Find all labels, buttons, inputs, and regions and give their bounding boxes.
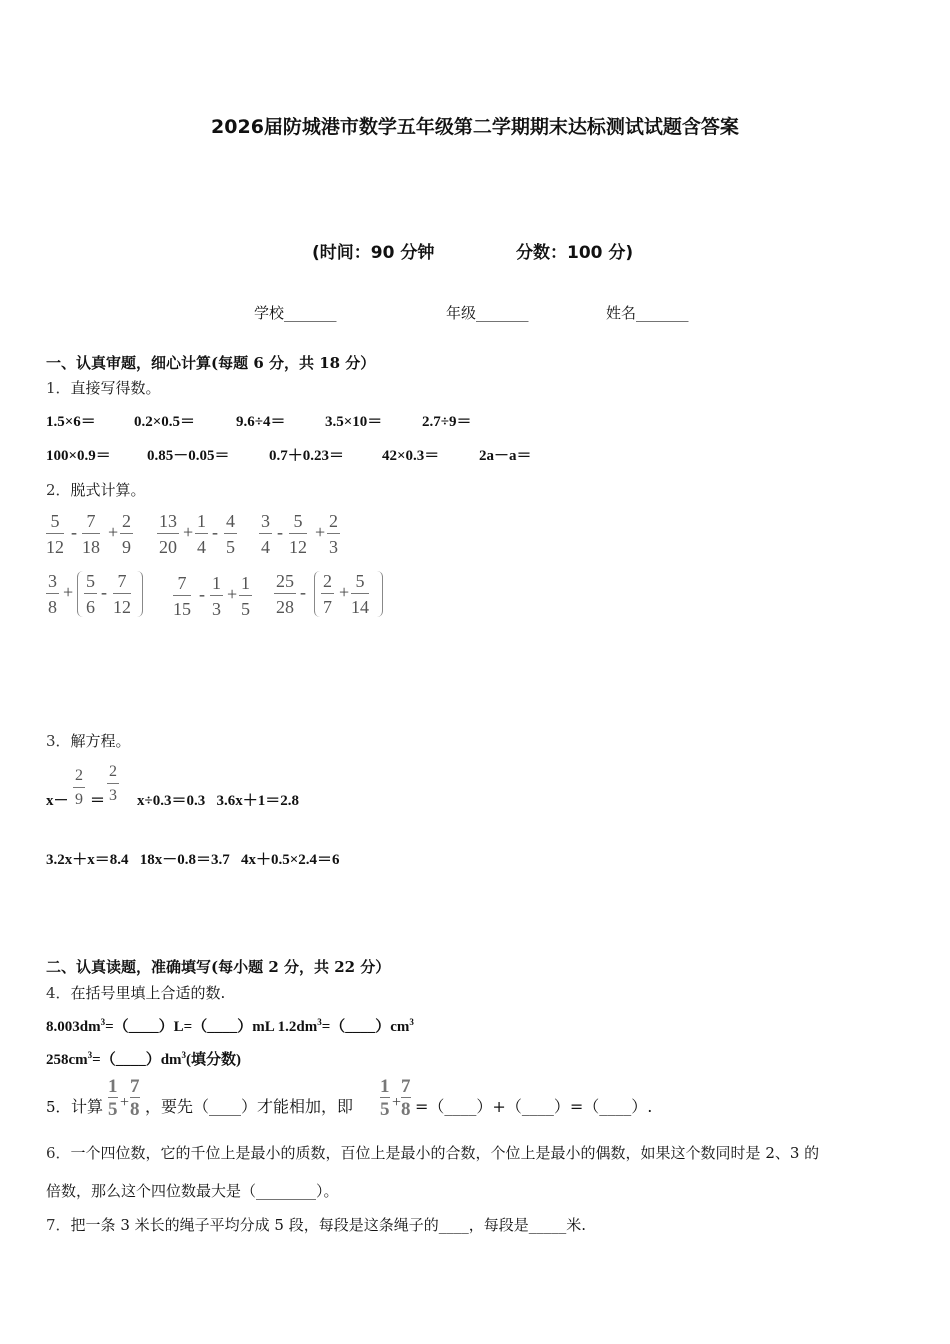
denominator: 12 [46, 537, 64, 557]
denominator: 12 [289, 537, 307, 557]
numerator: 13 [157, 512, 179, 534]
plus-sign: + [120, 1094, 130, 1111]
denominator: 8 [401, 1099, 411, 1120]
plus-sign: + [339, 582, 350, 602]
fraction [351, 572, 369, 616]
numerator: 5 [289, 512, 307, 534]
numerator: 7 [401, 1076, 411, 1097]
denominator: 4 [261, 537, 270, 557]
q1-item: 9.6÷4＝ [236, 414, 286, 430]
q1-item: 0.2×0.5＝ [134, 414, 196, 430]
denominator: 3 [329, 537, 338, 557]
numerator: 2 [73, 768, 85, 788]
denominator: 14 [351, 597, 369, 617]
equals-sign: ＝ [90, 793, 106, 809]
exam-time: (时间：90 分钟 [312, 243, 435, 263]
equations-row1: x÷0.3＝0.3 3.6x＋1＝2.8 [137, 793, 299, 809]
q7-number: 7． [46, 1216, 71, 1234]
fraction [107, 764, 119, 804]
numerator: 2 [327, 512, 340, 534]
q1-item: 3.5×10＝ [325, 414, 383, 430]
q5-text-1: 计算 [71, 1097, 104, 1116]
plus-sign: + [63, 582, 74, 602]
minus-sign: - [300, 582, 306, 602]
fraction [380, 1077, 390, 1119]
denominator: 9 [122, 537, 131, 557]
q4-line [46, 982, 225, 1003]
q2-text: 脱式计算。 [70, 481, 146, 499]
q2-number: 2． [46, 481, 71, 499]
math-part: 3 [87, 1050, 93, 1060]
fraction [259, 512, 272, 556]
fraction [224, 512, 237, 556]
q5-text-2: ，要先（____）才能相加，即 [145, 1097, 354, 1116]
denominator: 5 [226, 537, 235, 557]
math-part: 3 [409, 1017, 414, 1027]
denominator: 4 [197, 537, 206, 557]
fraction [195, 512, 208, 556]
numerator: 1 [195, 512, 208, 534]
denominator: 5 [380, 1099, 390, 1120]
fraction [157, 512, 179, 556]
denominator: 8 [130, 1099, 140, 1120]
minus-sign: - [101, 582, 107, 602]
numerator: 2 [120, 512, 133, 534]
denominator: 8 [48, 597, 57, 617]
page-title: 2026届防城港市数学五年级第二学期期末达标测试试题含答案 [211, 116, 739, 138]
q4-text: 在括号里填上合适的数. [70, 984, 226, 1002]
numerator: 4 [224, 512, 237, 534]
denominator: 28 [276, 597, 294, 617]
denominator: 3 [109, 787, 117, 804]
numerator: 7 [173, 574, 191, 596]
fraction [73, 768, 85, 808]
q7-line [46, 1214, 586, 1235]
q6-text: 一个四位数，它的千位上是最小的质数，百位上是最小的合数，个位上是最小的偶数，如果这个数同时是 2、3 的 [70, 1144, 820, 1162]
equations-row2: 3.2x＋x＝8.4 18x－0.8＝3.7 4x＋0.5×2.4＝6 [46, 852, 340, 868]
denominator: 12 [113, 597, 131, 617]
fraction [130, 1077, 140, 1119]
numerator: 3 [46, 572, 59, 594]
fraction [274, 572, 296, 616]
q5-number: 5． [46, 1098, 71, 1116]
fraction [173, 574, 191, 618]
fraction [210, 574, 223, 618]
numerator: 2 [321, 572, 334, 594]
q1-item: 2.7÷9＝ [422, 414, 472, 430]
fraction [113, 572, 131, 616]
equation-prefix: x－ [46, 793, 69, 809]
name-field[interactable]: 姓名_______ [606, 304, 689, 322]
minus-sign: - [277, 522, 283, 542]
numerator: 7 [113, 572, 131, 594]
q1-item: 1.5×6＝ [46, 414, 96, 430]
numerator: 3 [259, 512, 272, 534]
denominator: 7 [323, 597, 332, 617]
numerator: 1 [380, 1076, 390, 1097]
minus-sign: - [212, 522, 218, 542]
q3-line [46, 730, 131, 751]
fraction [46, 512, 64, 556]
numerator: 2 [107, 764, 119, 784]
plus-sign: + [315, 522, 326, 542]
q6-line2: 倍数，那么这个四位数最大是（________）。 [46, 1182, 339, 1200]
denominator: 15 [173, 599, 191, 619]
numerator: 1 [239, 574, 252, 596]
minus-sign: - [71, 522, 77, 542]
q3-number: 3． [46, 732, 71, 750]
numerator: 5 [351, 572, 369, 594]
denominator: 5 [241, 599, 250, 619]
fraction [327, 512, 340, 556]
math-part: 3 [181, 1050, 187, 1060]
q1-item: 100×0.9＝ [46, 448, 111, 464]
numerator: 25 [274, 572, 296, 594]
q1-item: 0.85－0.05＝ [147, 448, 230, 464]
numerator: 1 [108, 1076, 118, 1097]
plus-sign: + [227, 584, 238, 604]
fraction [82, 512, 100, 556]
fraction [120, 512, 133, 556]
q7-text: 把一条 3 米长的绳子平均分成 5 段，每段是这条绳子的____，每段是_____米. [70, 1216, 586, 1234]
plus-sign: + [392, 1094, 402, 1111]
fraction [239, 574, 252, 618]
fraction [108, 1077, 118, 1119]
q6-number: 6． [46, 1144, 71, 1162]
q4-row2: $258cm^3=(\_\_\_\_)dm^3$(填分数) [46, 1050, 242, 1068]
denominator: 18 [82, 537, 100, 557]
q1-line [46, 377, 161, 398]
q4-number: 4． [46, 984, 71, 1002]
denominator: 6 [86, 597, 95, 617]
fraction [46, 572, 59, 616]
section1-heading: 一、认真审题，细心计算(每题 6 分，共 18 分） [46, 354, 376, 372]
numerator: 7 [82, 512, 100, 534]
denominator: 20 [159, 537, 177, 557]
section2-heading: 二、认真读题，准确填写(每小题 2 分，共 22 分） [46, 958, 391, 976]
denominator: 9 [75, 791, 83, 808]
denominator: 5 [108, 1099, 118, 1120]
q5-text-3: =（____）+（____）=（____）. [415, 1097, 653, 1116]
school-field[interactable]: 学校_______ [254, 304, 337, 322]
numerator: 5 [46, 512, 64, 534]
q1-text: 直接写得数。 [70, 379, 161, 397]
q1-item: 2a－a＝ [479, 448, 532, 464]
q1-item: 42×0.3＝ [382, 448, 440, 464]
plus-sign: + [108, 522, 119, 542]
minus-sign: - [199, 584, 205, 604]
exam-score: 分数：100 分) [516, 243, 634, 263]
q6-line1 [46, 1142, 819, 1163]
fraction [84, 572, 97, 616]
q1-number: 1． [46, 379, 71, 397]
denominator: 3 [212, 599, 221, 619]
math-part: 3 [317, 1017, 322, 1027]
q2-line [46, 479, 146, 500]
q3-text: 解方程。 [70, 732, 131, 750]
numerator: 7 [130, 1076, 140, 1097]
grade-field[interactable]: 年级_______ [446, 304, 529, 322]
q1-item: 0.7＋0.23＝ [269, 448, 345, 464]
numerator: 1 [210, 574, 223, 596]
fraction [289, 512, 307, 556]
fraction [321, 572, 334, 616]
fraction [401, 1077, 411, 1119]
math-part: 3 [100, 1017, 106, 1027]
q4-row1: $8.003dm^3=(\_\_\_\_)L=(\_\_\_\_)mL$ $1.2dm^3=(\_\_\_\_)cm^3$ [46, 1017, 414, 1035]
numerator: 5 [84, 572, 97, 594]
plus-sign: + [183, 522, 194, 542]
